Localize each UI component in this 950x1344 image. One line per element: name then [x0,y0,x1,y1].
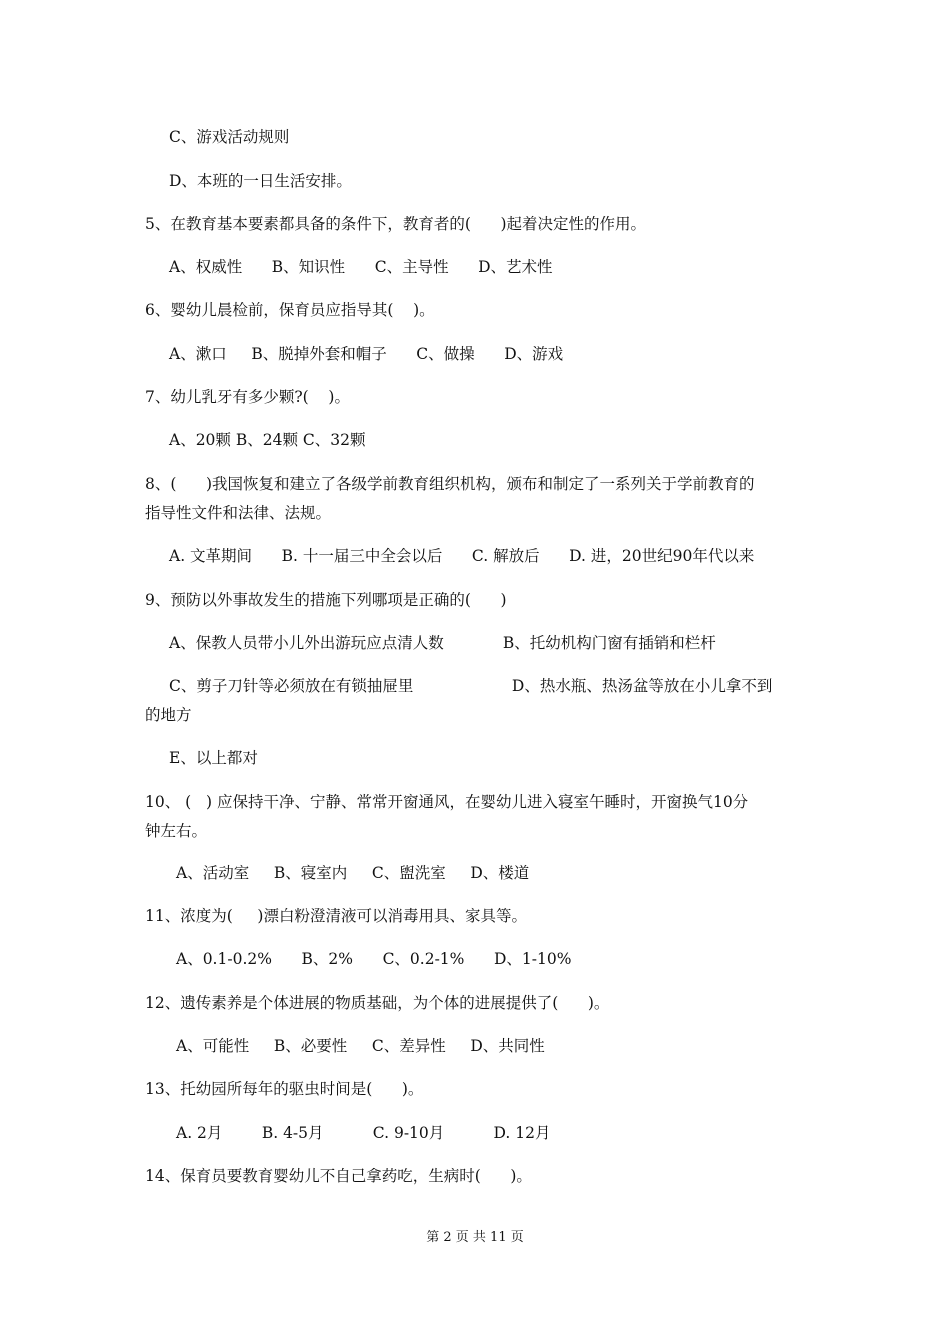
page-number-footer: 第 2 页 共 11 页 [426,1230,524,1245]
option-c-game-rules: C、游戏活动规则 [169,128,290,146]
question-6: 6、婴幼儿晨检前，保育员应指导其( )。 [145,301,435,319]
question-9-options-cd: C、剪子刀针等必须放在有锁抽屉里 D、热水瓶、热汤盆等放在小儿拿不到 [169,677,773,695]
question-11: 11、浓度为( )漂白粉澄清液可以消毒用具、家具等。 [145,907,527,925]
question-10-line-1: 10、 ( ) 应保持干净、宁静、常常开窗通风，在婴幼儿进入寝室午睡时，开窗换气10分 [145,793,749,811]
question-5-options: A、权威性 B、知识性 C、主导性 D、艺术性 [169,258,553,276]
question-13: 13、托幼园所每年的驱虫时间是( )。 [145,1080,424,1098]
question-7: 7、幼儿乳牙有多少颗?( )。 [145,388,350,406]
question-9-options-ab: A、保教人员带小儿外出游玩应点清人数 B、托幼机构门窗有插销和栏杆 [169,634,716,652]
question-5: 5、在教育基本要素都具备的条件下，教育者的( )起着决定性的作用。 [145,215,647,233]
question-8-line-1: 8、( )我国恢复和建立了各级学前教育组织机构，颁布和制定了一系列关于学前教育的 [145,475,755,493]
question-6-options: A、漱口 B、脱掉外套和帽子 C、做操 D、游戏 [169,345,564,363]
question-8-options: A. 文革期间 B. 十一届三中全会以后 C. 解放后 D. 进，20世纪90年代以来 [169,547,755,565]
question-12-options: A、可能性 B、必要性 C、差异性 D、共同性 [176,1037,545,1055]
question-10-line-2: 钟左右。 [145,822,208,840]
option-d-daily-schedule: D、本班的一日生活安排。 [169,172,352,190]
question-7-options: A、20颗 B、24颗 C、32颗 [169,431,366,449]
question-9-options-cd-continued: 的地方 [145,706,192,724]
question-13-options: A. 2月 B. 4-5月 C. 9-10月 D. 12月 [176,1124,551,1142]
question-14: 14、保育员要教育婴幼儿不自己拿药吃，生病时( )。 [145,1167,532,1185]
question-9: 9、预防以外事故发生的措施下列哪项是正确的( ) [145,591,507,609]
question-12: 12、遗传素养是个体进展的物质基础，为个体的进展提供了( )。 [145,994,610,1012]
question-11-options: A、0.1-0.2% B、2% C、0.2-1% D、1-10% [176,950,572,968]
question-8-line-2: 指导性文件和法律、法规。 [145,504,332,522]
question-9-option-e: E、以上都对 [169,749,258,767]
question-10-options: A、活动室 B、寝室内 C、盥洗室 D、楼道 [176,864,530,882]
